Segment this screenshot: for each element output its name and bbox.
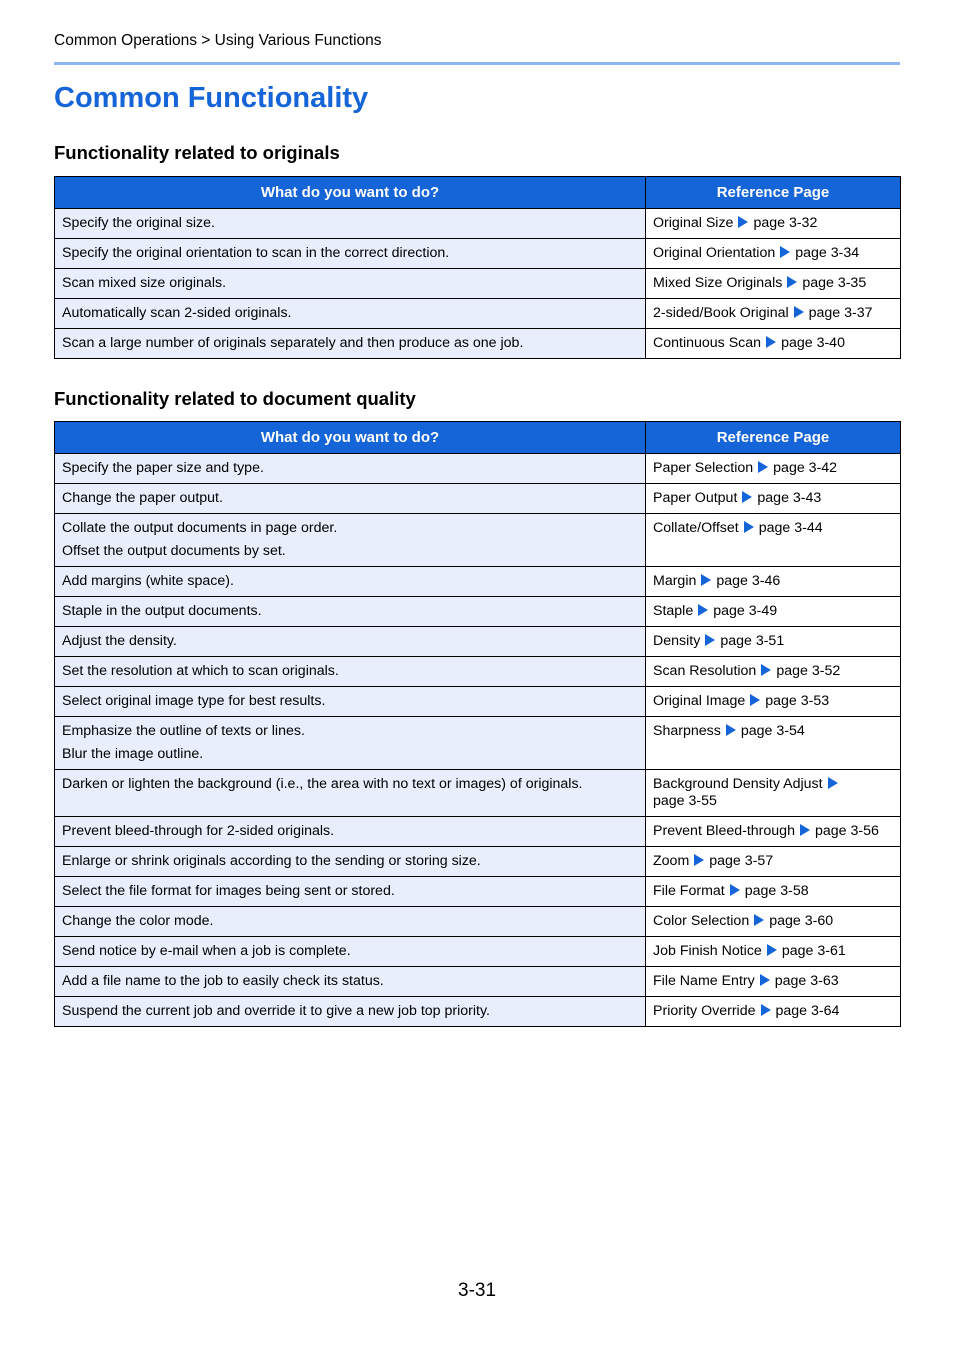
reference-page: page 3-42 — [773, 460, 838, 476]
reference-cell — [646, 847, 901, 877]
task-text: Select the file format for images being sent or stored. — [62, 883, 395, 899]
triangle-right-icon — [726, 724, 736, 736]
reference-page: page 3-54 — [740, 723, 805, 739]
reference-cell — [646, 299, 901, 329]
task-text: Prevent bleed-through for 2-sided originals. — [62, 823, 335, 839]
reference-cell — [646, 687, 901, 717]
triangle-right-icon — [800, 824, 810, 836]
triangle-right-icon — [794, 306, 804, 318]
task-cell — [55, 997, 646, 1027]
reference-cell — [646, 514, 901, 567]
reference-cell — [646, 597, 901, 627]
task-text: Change the color mode. — [62, 913, 214, 929]
table-row — [55, 907, 901, 937]
reference-page: page 3-63 — [774, 973, 839, 989]
reference-page: page 3-34 — [795, 245, 860, 261]
table-row — [55, 329, 901, 359]
table-row — [55, 299, 901, 329]
task-cell — [55, 329, 646, 359]
reference-page: page 3-40 — [781, 335, 845, 351]
reference-link[interactable] — [653, 520, 823, 536]
task-cell — [55, 269, 646, 299]
triangle-right-icon — [761, 664, 771, 676]
task-cell — [55, 454, 646, 484]
table-row — [55, 239, 901, 269]
task-cell — [55, 817, 646, 847]
table-row — [55, 847, 901, 877]
triangle-right-icon — [730, 884, 740, 896]
table-row — [55, 657, 901, 687]
reference-link[interactable] — [653, 573, 780, 589]
reference-name: Sharpness — [653, 723, 721, 739]
table-row — [55, 514, 901, 567]
reference-link[interactable] — [653, 913, 833, 929]
reference-name: Scan Resolution — [653, 663, 757, 679]
table-row — [55, 567, 901, 597]
header-rule — [54, 62, 900, 65]
section-heading-originals: Functionality related to originals — [54, 142, 340, 163]
reference-name: Color Selection — [653, 913, 750, 929]
reference-link[interactable] — [653, 776, 843, 809]
task-cell — [55, 687, 646, 717]
task-text: Darken or lighten the background (i.e., the area with no text or images) of originals. — [62, 776, 583, 792]
reference-name: Prevent Bleed-through — [653, 823, 795, 839]
reference-link[interactable] — [653, 1003, 839, 1019]
reference-name: Original Image — [653, 693, 746, 709]
reference-name: 2-sided/Book Original — [653, 305, 789, 321]
reference-cell — [646, 484, 901, 514]
table-header-row — [55, 422, 901, 454]
reference-link[interactable] — [653, 693, 829, 709]
triangle-right-icon — [698, 604, 708, 616]
column-header-reference: Reference Page — [646, 177, 901, 209]
task-text: Specify the original orientation to scan in the correct direction. — [62, 245, 450, 261]
task-cell — [55, 967, 646, 997]
reference-name: Paper Output — [653, 490, 738, 506]
task-text: Blur the image outline. — [62, 746, 204, 762]
reference-name: Density — [653, 633, 701, 649]
reference-name: Staple — [653, 603, 694, 619]
reference-name: File Name Entry — [653, 973, 755, 989]
reference-name: Paper Selection — [653, 460, 754, 476]
task-cell — [55, 847, 646, 877]
reference-link[interactable] — [653, 943, 846, 959]
reference-cell — [646, 770, 901, 817]
reference-name: Continuous Scan — [653, 335, 762, 351]
reference-link[interactable] — [653, 663, 840, 679]
reference-page: page 3-60 — [769, 913, 834, 929]
reference-link[interactable] — [653, 460, 837, 476]
reference-name: Margin — [653, 573, 697, 589]
triangle-right-icon — [760, 974, 770, 986]
reference-link[interactable] — [653, 305, 873, 321]
reference-link[interactable] — [653, 245, 859, 261]
reference-cell — [646, 717, 901, 770]
column-header-reference: Reference Page — [646, 422, 901, 454]
reference-page: page 3-55 — [653, 793, 717, 809]
triangle-right-icon — [758, 461, 768, 473]
triangle-right-icon — [780, 246, 790, 258]
task-cell — [55, 597, 646, 627]
reference-page: page 3-49 — [713, 603, 778, 619]
table-header-row — [55, 177, 901, 209]
task-text: Set the resolution at which to scan originals. — [62, 663, 339, 679]
reference-page: page 3-32 — [753, 215, 818, 231]
task-cell — [55, 877, 646, 907]
task-cell — [55, 627, 646, 657]
task-cell — [55, 514, 646, 567]
table-row — [55, 770, 901, 817]
task-text: Enlarge or shrink originals according to the sending or storing size. — [62, 853, 481, 869]
triangle-right-icon — [754, 914, 764, 926]
column-header-task: What do you want to do? — [55, 422, 646, 454]
task-text: Specify the paper size and type. — [62, 460, 264, 476]
task-text: Suspend the current job and override it to give a new job top priority. — [62, 1003, 490, 1019]
table-row — [55, 484, 901, 514]
triangle-right-icon — [750, 694, 760, 706]
task-text: Offset the output documents by set. — [62, 543, 286, 559]
reference-page: page 3-58 — [744, 883, 809, 899]
triangle-right-icon — [828, 777, 838, 789]
task-text: Scan mixed size originals. — [62, 275, 227, 291]
reference-cell — [646, 454, 901, 484]
task-text: Scan a large number of originals separately and then produce as one job. — [62, 335, 524, 351]
reference-link[interactable] — [653, 823, 879, 839]
task-cell — [55, 567, 646, 597]
reference-name: Background Density Adjust — [653, 776, 823, 792]
task-cell — [55, 484, 646, 514]
task-text: Adjust the density. — [62, 633, 177, 649]
task-text: Collate the output documents in page order. — [62, 520, 338, 536]
column-header-task: What do you want to do? — [55, 177, 646, 209]
reference-cell — [646, 907, 901, 937]
reference-name: Original Orientation — [653, 245, 776, 261]
table-row — [55, 209, 901, 239]
triangle-right-icon — [705, 634, 715, 646]
task-text: Staple in the output documents. — [62, 603, 262, 619]
reference-link[interactable] — [653, 603, 777, 619]
reference-link[interactable] — [653, 275, 866, 291]
reference-link[interactable] — [653, 490, 821, 506]
breadcrumb: Common Operations > Using Various Functions — [54, 32, 382, 49]
triangle-right-icon — [701, 574, 711, 586]
task-text: Specify the original size. — [62, 215, 215, 231]
reference-cell — [646, 627, 901, 657]
reference-page: page 3-37 — [808, 305, 873, 321]
table-row — [55, 717, 901, 770]
table-row — [55, 687, 901, 717]
reference-cell — [646, 877, 901, 907]
table-row — [55, 967, 901, 997]
table-row — [55, 454, 901, 484]
reference-link[interactable] — [653, 723, 805, 739]
triangle-right-icon — [766, 336, 776, 348]
reference-cell — [646, 817, 901, 847]
reference-name: File Format — [653, 883, 725, 899]
table-row — [55, 937, 901, 967]
triangle-right-icon — [742, 491, 752, 503]
triangle-right-icon — [694, 854, 704, 866]
reference-link[interactable] — [653, 883, 809, 899]
document-quality-table — [54, 421, 901, 1027]
table-row — [55, 997, 901, 1027]
task-cell — [55, 937, 646, 967]
task-cell — [55, 299, 646, 329]
task-cell — [55, 657, 646, 687]
reference-cell — [646, 997, 901, 1027]
table-row — [55, 877, 901, 907]
task-cell — [55, 239, 646, 269]
reference-page: page 3-44 — [758, 520, 823, 536]
triangle-right-icon — [744, 521, 754, 533]
reference-page: page 3-56 — [814, 823, 879, 839]
reference-page: page 3-51 — [720, 633, 785, 649]
reference-name: Original Size — [653, 215, 734, 231]
reference-cell — [646, 209, 901, 239]
reference-cell — [646, 967, 901, 997]
task-text: Change the paper output. — [62, 490, 223, 506]
triangle-right-icon — [761, 1004, 771, 1016]
task-text: Send notice by e-mail when a job is complete. — [62, 943, 351, 959]
page-number: 3-31 — [458, 1280, 497, 1301]
reference-link[interactable] — [653, 335, 845, 351]
reference-link[interactable] — [653, 633, 784, 649]
section-heading-document-quality: Functionality related to document quality — [54, 388, 416, 409]
reference-page: page 3-43 — [757, 490, 822, 506]
reference-page: page 3-35 — [802, 275, 867, 291]
triangle-right-icon — [738, 216, 748, 228]
reference-name: Job Finish Notice — [653, 943, 762, 959]
table-row — [55, 817, 901, 847]
reference-page: page 3-46 — [716, 573, 781, 589]
page-title: Common Functionality — [54, 82, 369, 114]
table-row — [55, 597, 901, 627]
reference-name: Priority Override — [653, 1003, 756, 1019]
reference-name: Zoom — [653, 853, 690, 869]
task-cell — [55, 209, 646, 239]
reference-cell — [646, 329, 901, 359]
table-row — [55, 269, 901, 299]
task-text: Add a file name to the job to easily check its status. — [62, 973, 384, 989]
reference-cell — [646, 567, 901, 597]
reference-link[interactable] — [653, 853, 773, 869]
reference-link[interactable] — [653, 215, 817, 231]
reference-page: page 3-64 — [775, 1003, 840, 1019]
task-text: Select original image type for best results. — [62, 693, 326, 709]
reference-page: page 3-53 — [765, 693, 830, 709]
task-text: Emphasize the outline of texts or lines. — [62, 723, 305, 739]
table-row — [55, 627, 901, 657]
reference-page: page 3-52 — [776, 663, 841, 679]
task-cell — [55, 907, 646, 937]
task-text: Automatically scan 2-sided originals. — [62, 305, 292, 321]
reference-page: page 3-61 — [781, 943, 846, 959]
reference-link[interactable] — [653, 973, 839, 989]
reference-name: Mixed Size Originals — [653, 275, 783, 291]
originals-table — [54, 176, 901, 359]
reference-cell — [646, 239, 901, 269]
task-cell — [55, 770, 646, 817]
task-cell — [55, 717, 646, 770]
reference-name: Collate/Offset — [653, 520, 739, 536]
triangle-right-icon — [787, 276, 797, 288]
reference-page: page 3-57 — [709, 853, 774, 869]
reference-cell — [646, 657, 901, 687]
reference-cell — [646, 937, 901, 967]
task-text: Add margins (white space). — [62, 573, 234, 589]
reference-cell — [646, 269, 901, 299]
triangle-right-icon — [767, 944, 777, 956]
